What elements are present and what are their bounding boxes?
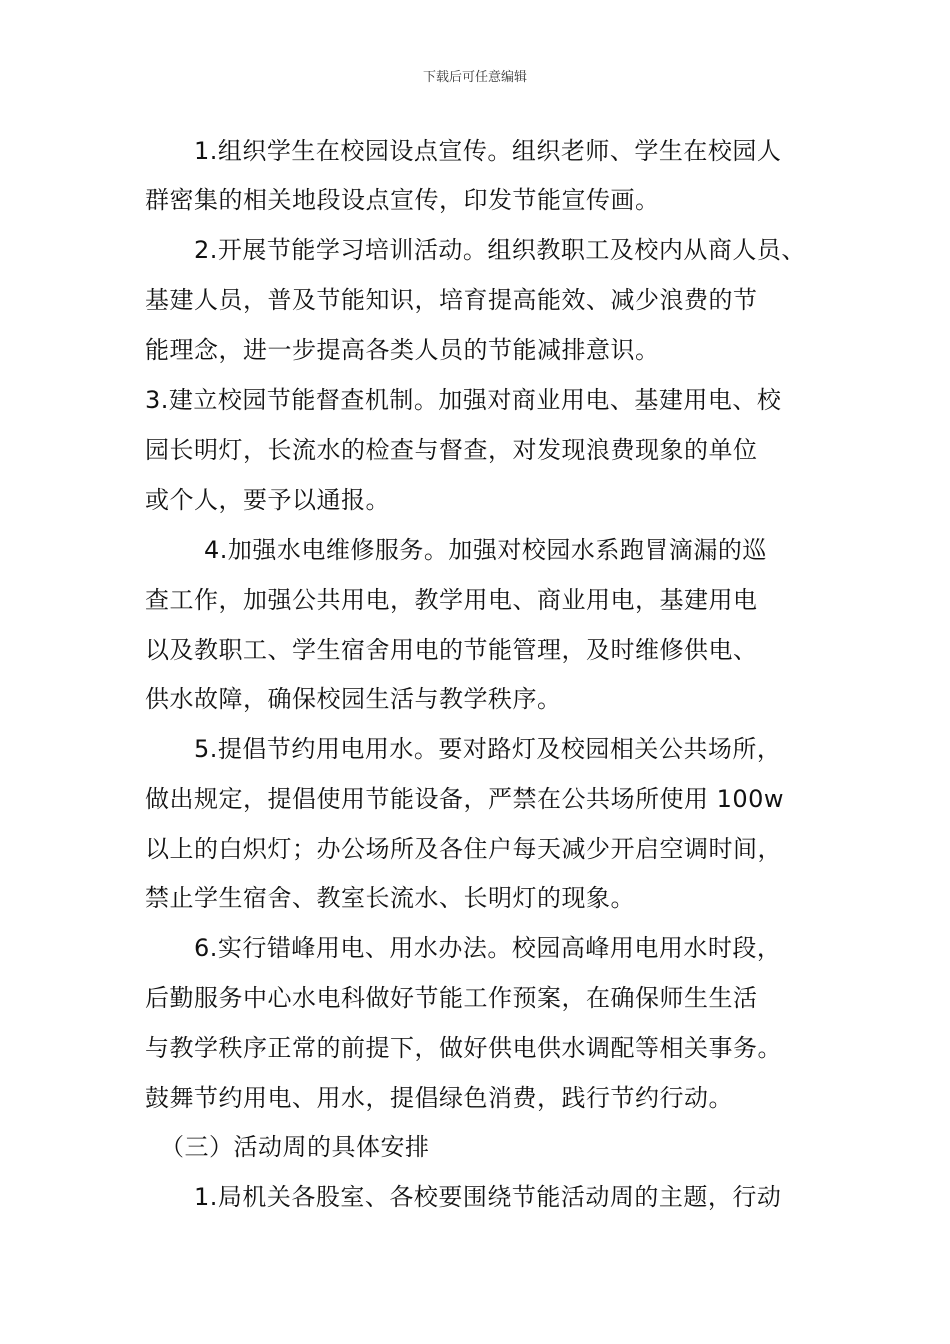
text-line-8: 或个人，要予以通报。 bbox=[145, 486, 390, 514]
text-line-6: 3.建立校园节能督查机制。加强对商业用电、基建用电、校 bbox=[145, 386, 782, 414]
text-line-17: 6.实行错峰用电、用水办法。校园高峰用电用水时段， bbox=[194, 934, 782, 962]
page-header: 下载后可任意编辑 bbox=[422, 70, 527, 85]
text-line-7: 园长明灯，长流水的检查与督查，对发现浪费现象的单位 bbox=[145, 436, 758, 464]
section-heading: （三）活动周的具体安排 bbox=[160, 1133, 430, 1161]
text-line-11: 以及教职工、学生宿舍用电的节能管理，及时维修供电、 bbox=[145, 636, 758, 664]
text-line-12: 供水故障，确保校园生活与教学秩序。 bbox=[145, 685, 562, 713]
text-line-9: 4.加强水电维修服务。加强对校园水系跑冒滴漏的巡 bbox=[204, 536, 767, 564]
text-line-14: 做出规定，提倡使用节能设备，严禁在公共场所使用 100w bbox=[145, 785, 785, 813]
text-line-2: 群密集的相关地段设点宣传，印发节能宣传画。 bbox=[145, 186, 660, 214]
text-line-5: 能理念，进一步提高各类人员的节能减排意识。 bbox=[145, 336, 660, 364]
text-line-1: 1.组织学生在校园设点宣传。组织老师、学生在校园人 bbox=[194, 137, 782, 165]
text-line-16: 禁止学生宿舍、教室长流水、长明灯的现象。 bbox=[145, 884, 635, 912]
text-line-4: 基建人员，普及节能知识，培育提高能效、减少浪费的节 bbox=[145, 286, 758, 314]
text-line-20: 鼓舞节约用电、用水，提倡绿色消费，践行节约行动。 bbox=[145, 1084, 733, 1112]
text-line-10: 查工作，加强公共用电，教学用电、商业用电，基建用电 bbox=[145, 586, 758, 614]
text-line-19: 与教学秩序正常的前提下，做好供电供水调配等相关事务。 bbox=[145, 1034, 782, 1062]
text-line-22: 1.局机关各股室、各校要围绕节能活动周的主题，行动 bbox=[194, 1183, 782, 1211]
text-line-18: 后勤服务中心水电科做好节能工作预案，在确保师生生活 bbox=[145, 984, 758, 1012]
text-line-15: 以上的白炽灯；办公场所及各住户每天减少开启空调时间， bbox=[145, 835, 782, 863]
text-line-3: 2.开展节能学习培训活动。组织教职工及校内从商人员、 bbox=[194, 236, 806, 264]
text-line-13: 5.提倡节约用电用水。要对路灯及校园相关公共场所， bbox=[194, 735, 782, 763]
